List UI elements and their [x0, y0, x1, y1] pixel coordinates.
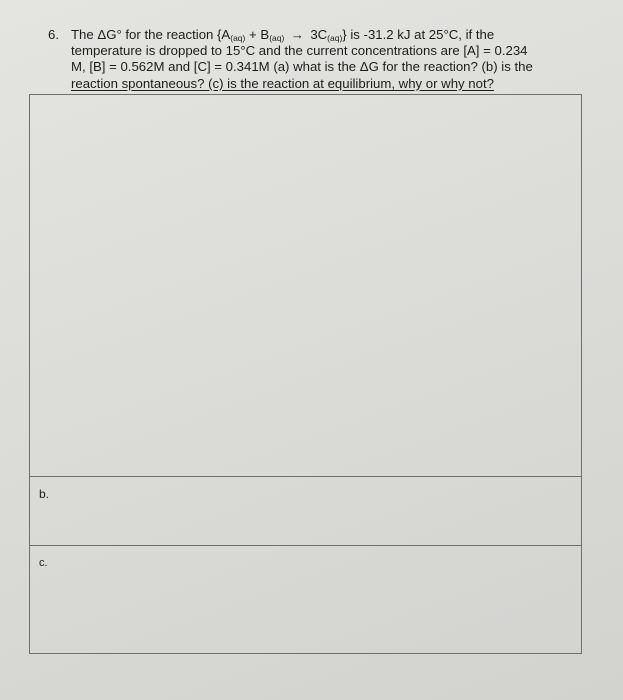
- question-line-1-head: The ΔG° for the reaction {A: [71, 27, 231, 42]
- divider-part-b: [30, 476, 581, 477]
- question-6: [48, 27, 588, 92]
- question-line-3: M, [B] = 0.562M and [C] = 0.341M (a) what is the ΔG for the reaction? (b) is the: [71, 59, 533, 75]
- answer-box[interactable]: [29, 94, 582, 654]
- reaction-arrow-icon: →: [290, 27, 304, 42]
- question-line-1: [71, 27, 588, 43]
- part-c-label: c.: [39, 557, 48, 569]
- question-text: [71, 27, 588, 92]
- question-number: 6.: [48, 27, 59, 42]
- product-c: 3C: [310, 27, 328, 42]
- subscript-aq-c: (aq): [327, 33, 343, 43]
- question-line-2: temperature is dropped to 15°C and the current concentrations are [A] = 0.234: [71, 43, 528, 59]
- question-line-4: reaction spontaneous? (c) is the reaction at equilibrium, why or why not?: [71, 75, 494, 91]
- reactant-b: + B: [245, 27, 270, 42]
- divider-part-c: [30, 545, 581, 546]
- part-b-label: b.: [39, 487, 50, 501]
- question-line-1-tail: } is -31.2 kJ at 25°C, if the: [342, 27, 495, 42]
- subscript-aq-b: (aq): [269, 33, 285, 43]
- subscript-aq-a: (aq): [230, 33, 246, 43]
